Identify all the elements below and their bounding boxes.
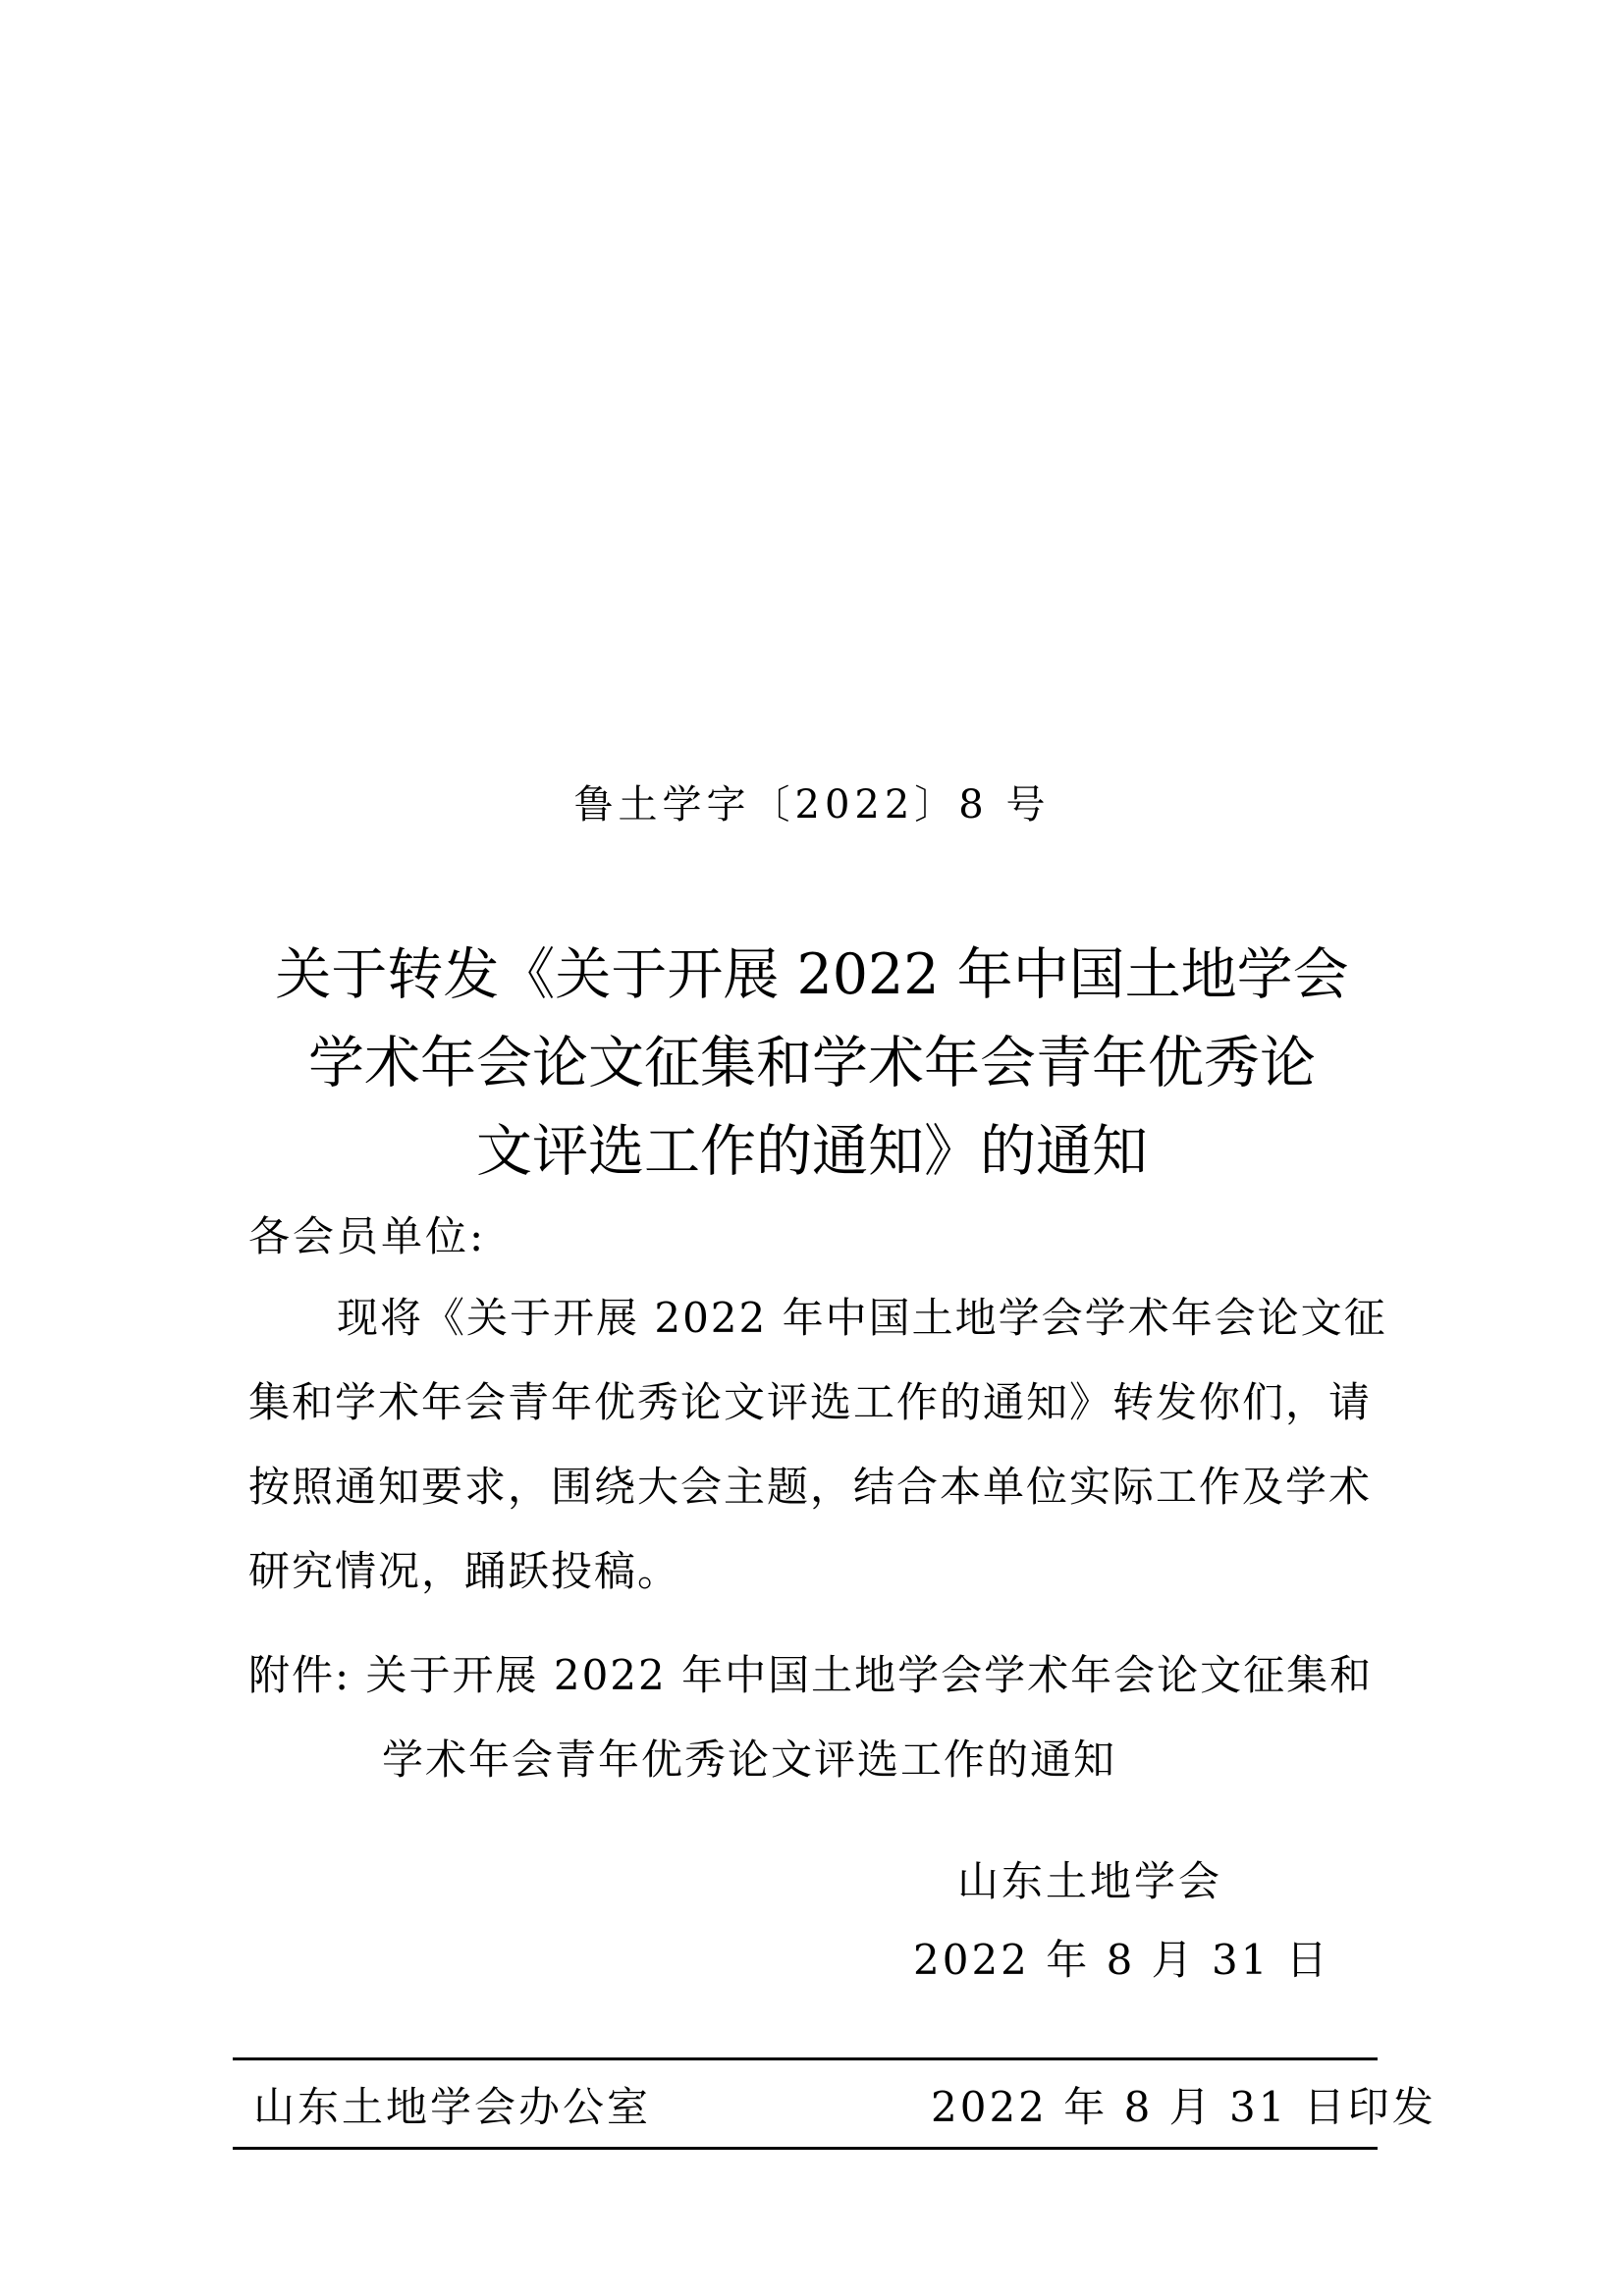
body-line-2: 集和学术年会青年优秀论文评选工作的通知》转发你们，请 [248, 1378, 1373, 1426]
body-line-4: 研究情况，踊跃投稿。 [248, 1547, 681, 1595]
attachment-note [248, 1633, 1373, 1802]
signature-organization: 山东土地学会 [957, 1857, 1223, 1905]
attachment-line-1: 附件: 关于开展 2022 年中国土地学会学术年会论文征集和 [248, 1651, 1374, 1699]
attachment-line-2: 学术年会青年优秀论文评选工作的通知 [382, 1735, 1117, 1784]
footer-top-rule [233, 2057, 1378, 2060]
body-paragraph [248, 1276, 1387, 1614]
footer-bottom-rule [233, 2147, 1378, 2150]
footer-issuing-office: 山东土地学会办公室 [253, 2083, 652, 2131]
title-line-3: 文评选工作的通知》的通知 [476, 1119, 1148, 1184]
body-line-1: 现将《关于开展 2022 年中国土地学会学术年会论文征 [337, 1294, 1387, 1342]
salutation: 各会员单位: [248, 1212, 487, 1260]
document-number: 鲁土学字〔2022〕8 号 [573, 782, 1051, 828]
title-line-1: 关于转发《关于开展 2022 年中国土地学会 [275, 942, 1349, 1007]
document-title [196, 931, 1428, 1196]
body-line-3: 按照通知要求，围绕大会主题，结合本单位实际工作及学术 [248, 1463, 1373, 1511]
signature-date: 2022 年 8 月 31 日 [913, 1936, 1330, 1984]
footer-issue-date: 2022 年 8 月 31 日印发 [931, 2083, 1436, 2131]
title-line-2: 学术年会论文征集和学术年会青年优秀论 [308, 1031, 1316, 1095]
